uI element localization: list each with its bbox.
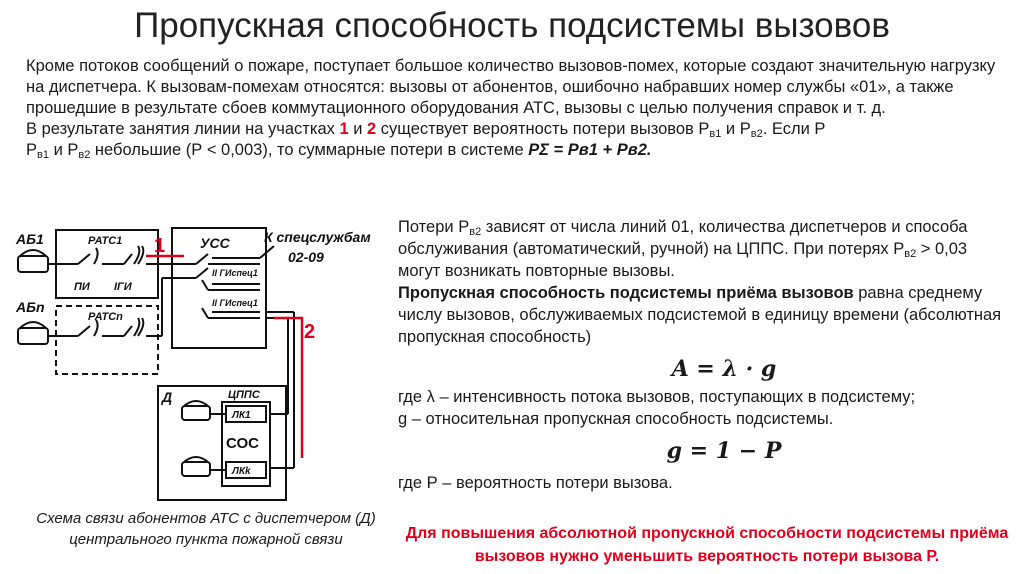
phone-icon: [18, 328, 48, 344]
formula-absolute-capacity: A = λ · g: [671, 356, 777, 382]
slide-title: Пропускная способность подсистемы вызовов: [134, 6, 890, 45]
gi1-label: II ГИспец1: [212, 268, 258, 278]
phone-icon: [182, 462, 210, 476]
total-loss-formula: РΣ = Рв1 + Рв2.: [528, 141, 652, 159]
definition-lambda: где λ – интенсивность потока вызовов, поступающих в подсистему;: [398, 388, 916, 406]
cpps-label: ЦППС: [228, 389, 260, 401]
conclusion-text: Для повышения абсолютной пропускной способности подсистемы приёма вызовов нужно уменьшить вероятность потери вызова Р.: [405, 525, 1009, 565]
number-label: 02-09: [288, 249, 324, 265]
segment-2-label: 2: [304, 321, 316, 343]
intro-text: [26, 56, 1006, 161]
diagram-caption: Схема связи абонентов АТС с диспетчером (Д) центрального пункта пожарной связи: [36, 510, 376, 548]
igi-label: IГИ: [114, 281, 132, 293]
definition-p: где Р – вероятность потери вызова.: [398, 474, 673, 492]
uss-label: УСС: [200, 235, 230, 251]
abn-label: АБn: [16, 299, 45, 315]
right-column: [398, 216, 1010, 494]
intro-paragraph-2: В результате занятия линии на участках 1 и 2 существует вероятность потери вызовов $Р_{в1}$ и $Р_{в2}$. Если Р $Р_{в1}$ и $Р_{в2}$ небольшие (Р < 0,003), то суммарные потери в системе РΣ = Рв1 + Рв2.: [26, 120, 826, 161]
lkk-label: ЛКk: [232, 466, 251, 477]
ratsn-label: РАТСn: [88, 311, 123, 323]
phone-icon: [182, 406, 210, 420]
ab1-label: АБ1: [16, 231, 44, 247]
segment-1-ref: 1: [339, 120, 349, 138]
intro-paragraph-1: Кроме потоков сообщений о пожаре, поступает большое количество вызовов-помех, которые создают значительную нагрузку на диспетчера. К вызовам-помехам относятся: вызовы от абонентов, ошибочно набравших номер службы «01», а также прошедшие в результате сбоев коммутационного оборудования АТС, вызовы с целью получения справок и т. д.: [26, 57, 996, 117]
definition-g: g – относительная пропускная способность подсистемы.: [398, 410, 834, 428]
rats1-label: РАТС1: [88, 235, 123, 247]
gi2-label: II ГИспец1: [212, 298, 258, 308]
segment-1-label: 1: [154, 235, 166, 257]
capacity-paragraph: Пропускная способность подсистемы приёма вызовов равна среднему числу вызовов, обслуживаемых подсистемой в единицу времени (абсолютная пропускная способность): [398, 284, 1002, 346]
sos-label: СОС: [226, 435, 259, 452]
phone-icon: [18, 256, 48, 272]
losses-paragraph: Потери $Р_{в2}$ зависят от числа линий 01, количества диспетчеров и способа обслуживания (автоматический, ручной) на ЦППС. При потерях $Р_{в2} > 0,03$ могут возникать повторные вызовы.: [398, 218, 968, 280]
d-label: Д: [162, 389, 173, 405]
segment-2-ref: 2: [367, 120, 377, 138]
connection-diagram: [12, 218, 390, 508]
formula-relative-capacity: g = 1 − P: [666, 438, 782, 464]
k-spec-label: К спецслужбам: [264, 229, 371, 245]
lk1-label: ЛК1: [232, 410, 251, 421]
pi-label: ПИ: [74, 281, 90, 293]
